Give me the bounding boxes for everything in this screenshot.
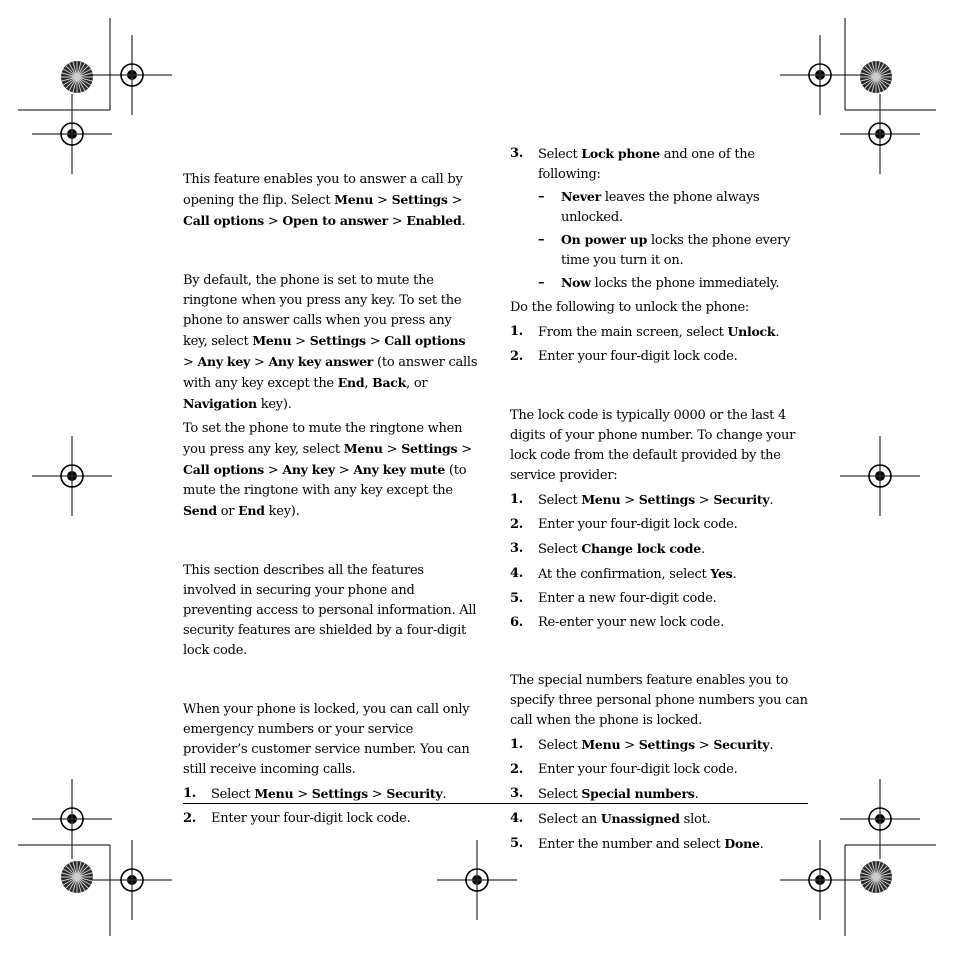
- list-item: 2. Enter your four-digit lock code.: [510, 517, 738, 532]
- list-item: 1. Select Menu > Settings > Security.: [510, 492, 774, 508]
- registration-mark-icon: [32, 436, 112, 516]
- registration-mark-icon: [840, 436, 920, 516]
- list-item: 3. Select Change lock code.: [510, 541, 705, 557]
- left-column: [183, 170, 479, 829]
- any-key-mute-paragraph: To set the phone to mute the ringtone when you press any key, select Menu > Settings > Call options > Any key > Any key mute (to mute the ringtone with any key except the Send or End key).: [183, 421, 472, 519]
- list-item: 2. Enter your four-digit lock code.: [183, 811, 411, 826]
- starburst-mark-icon: [61, 861, 93, 893]
- starburst-mark-icon: [61, 61, 93, 93]
- registration-mark-icon: [32, 94, 112, 174]
- change-code-steps-list: [510, 490, 810, 633]
- registration-mark-icon: [437, 840, 517, 920]
- list-item: 3. Select Lock phone and one of the following:: [510, 146, 755, 182]
- registration-mark-icon: [840, 779, 920, 859]
- locked-intro-paragraph: When your phone is locked, you can call only emergency numbers or your service provider’s customer service number. You can still receive incoming calls.: [183, 702, 470, 777]
- any-key-answer-paragraph: By default, the phone is set to mute the ringtone when you press any key. To set the phone to answer calls when you press any key, select Menu > Settings > Call options > Any key > Any key answer (to answer calls with any key except the End, Back, or Navigation key).: [183, 273, 478, 412]
- list-item: 2. Enter your four-digit lock code.: [510, 762, 738, 777]
- list-item: 6. Re-enter your new lock code.: [510, 615, 724, 630]
- registration-mark-icon: [92, 35, 172, 115]
- answer-flip-paragraph: This feature enables you to answer a call by opening the flip. Select Menu > Settings > Call options > Open to answer > Enabled.: [183, 172, 466, 229]
- list-item: 5. Enter a new four-digit code.: [510, 591, 717, 606]
- right-column: [510, 144, 810, 855]
- security-intro-paragraph: This section describes all the features involved in securing your phone and preventing access to personal information. All security features are shielded by a four-digit lock code.: [183, 563, 477, 658]
- registration-mark-icon: [780, 35, 860, 115]
- footer-rule: [183, 803, 808, 804]
- list-item: 1. Select Menu > Settings > Security.: [510, 737, 774, 753]
- special-numbers-intro-paragraph: The special numbers feature enables you to specify three personal phone numbers you can call when the phone is locked.: [510, 673, 808, 728]
- starburst-mark-icon: [860, 861, 892, 893]
- list-item: 3. Select Special numbers.: [510, 786, 699, 802]
- list-item: 1. Select Menu > Settings > Security.: [183, 786, 447, 802]
- lock-steps-list: [183, 784, 479, 829]
- option-item: – Now locks the phone immediately.: [538, 275, 780, 291]
- unlock-intro-paragraph: Do the following to unlock the phone:: [510, 300, 750, 315]
- list-item: 5. Enter the number and select Done.: [510, 836, 764, 852]
- registration-mark-icon: [92, 840, 172, 920]
- list-item: 2. Enter your four-digit lock code.: [510, 349, 738, 364]
- list-item: 1. From the main screen, select Unlock.: [510, 324, 780, 340]
- list-item: 4. At the confirmation, select Yes.: [510, 566, 737, 582]
- option-item: – Never leaves the phone always unlocked.: [538, 189, 760, 225]
- registration-mark-icon: [32, 779, 112, 859]
- lock-code-intro-paragraph: The lock code is typically 0000 or the last 4 digits of your phone number. To change your lock code from the default provided by the service provider:: [510, 408, 796, 483]
- special-numbers-steps-list: [510, 735, 810, 855]
- registration-mark-icon: [840, 94, 920, 174]
- list-item: 4. Select an Unassigned slot.: [510, 811, 711, 827]
- option-item: – On power up locks the phone every time you turn it on.: [538, 232, 791, 268]
- starburst-mark-icon: [860, 61, 892, 93]
